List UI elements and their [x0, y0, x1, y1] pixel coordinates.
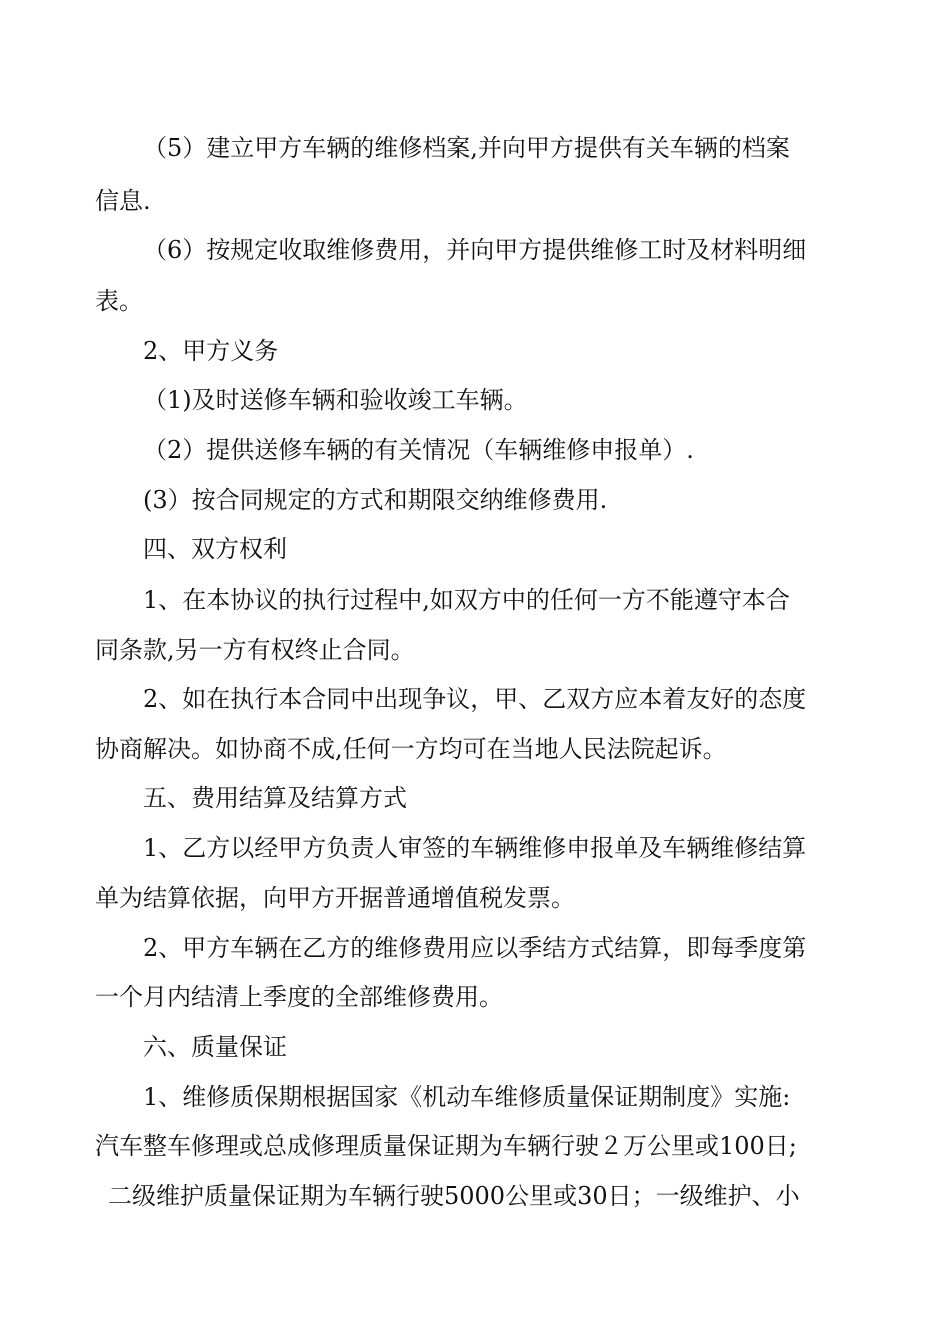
text-line: 单为结算依据，向甲方开据普通增值税发票。	[95, 884, 575, 912]
text-line: 2、如在执行本合同中出现争议，甲、乙双方应本着友好的态度	[143, 685, 807, 713]
section-heading: 六、质量保证	[143, 1033, 287, 1061]
text-line: （1)及时送修车辆和验收竣工车辆。	[143, 386, 528, 414]
section-heading: 五、费用结算及结算方式	[143, 784, 407, 812]
text-line: 1、乙方以经甲方负责人审签的车辆维修申报单及车辆维修结算	[143, 834, 807, 862]
text-line: 协商解决。如协商不成,任何一方均可在当地人民法院起诉。	[95, 735, 727, 763]
text-line: 1、维修质保期根据国家《机动车维修质量保证期制度》实施:	[143, 1083, 791, 1111]
section-heading: 四、双方权利	[143, 535, 287, 563]
text-line: 同条款,另一方有权终止合同。	[95, 636, 415, 664]
text-line: 二级维护质量保证期为车辆行驶5000公里或30日；一级维护、小	[108, 1182, 800, 1210]
text-line: 2、甲方车辆在乙方的维修费用应以季结方式结算，即每季度第	[143, 934, 807, 962]
text-line: 信息.	[95, 187, 151, 215]
section-heading: 2、甲方义务	[143, 337, 279, 365]
text-line: 一个月内结清上季度的全部维修费用。	[95, 983, 503, 1011]
text-line: （6）按规定收取维修费用，并向甲方提供维修工时及材料明细	[143, 236, 807, 264]
text-line: 表。	[95, 287, 143, 315]
text-line: (3）按合同规定的方式和期限交纳维修费用.	[143, 486, 608, 514]
text-line: （5）建立甲方车辆的维修档案,并向甲方提供有关车辆的档案	[143, 134, 790, 162]
text-line: 1、在本协议的执行过程中,如双方中的任何一方不能遵守本合	[143, 586, 790, 614]
text-line: 汽车整车修理或总成修理质量保证期为车辆行驶２万公里或100日;	[95, 1132, 797, 1160]
text-line: （2）提供送修车辆的有关情况（车辆维修申报单）.	[143, 436, 694, 464]
